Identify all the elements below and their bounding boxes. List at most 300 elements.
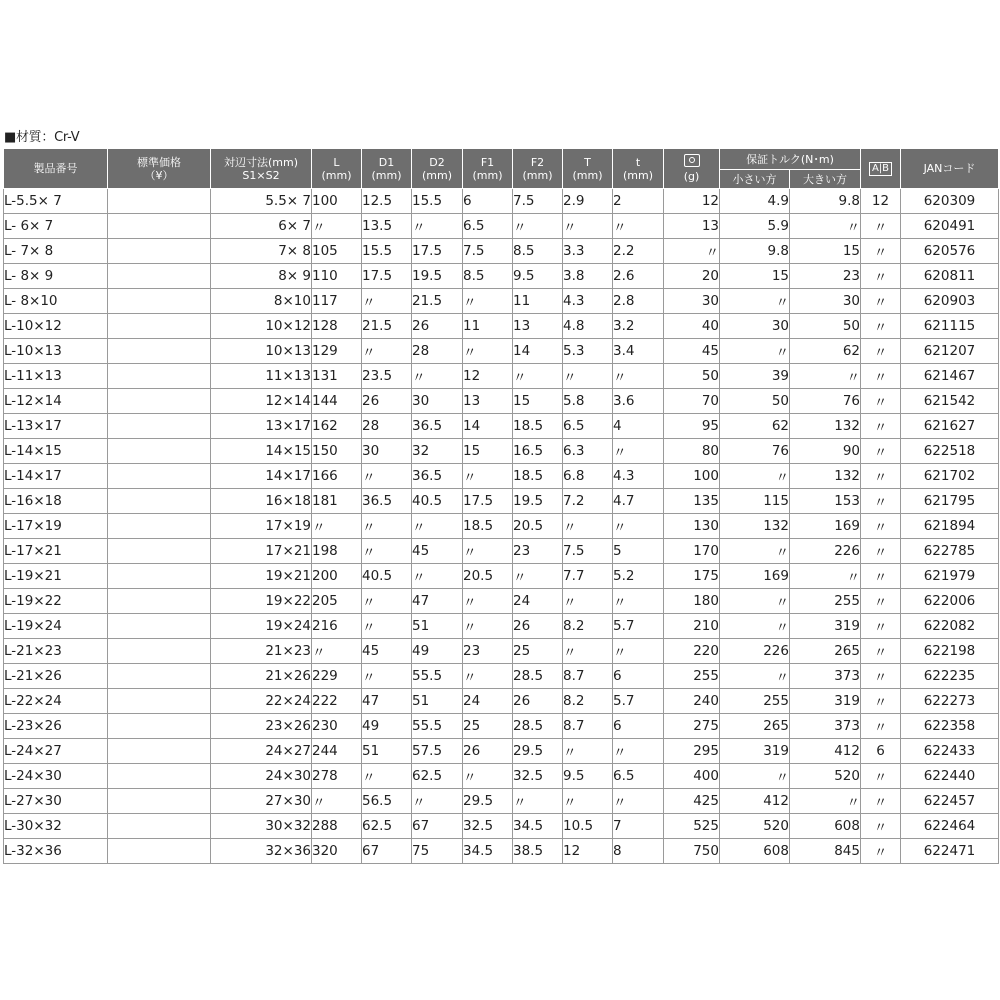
cell-weight: 425	[664, 789, 720, 814]
cell-f2: 19.5	[513, 489, 563, 514]
table-header	[4, 149, 999, 189]
cell-f2: 16.5	[513, 439, 563, 464]
cell-weight: 525	[664, 814, 720, 839]
cell-pack-qty: 〃	[861, 439, 901, 464]
cell-price	[108, 339, 211, 364]
cell-torque-max: 9.8	[790, 189, 861, 214]
cell-d2: 21.5	[412, 289, 463, 314]
cell-length: 222	[312, 689, 362, 714]
header-t-lower: t (mm)	[613, 149, 664, 189]
cell-length: 100	[312, 189, 362, 214]
cell-d2: 28	[412, 339, 463, 364]
cell-d1: 36.5	[362, 489, 412, 514]
cell-f2: 26	[513, 689, 563, 714]
cell-torque-max: 〃	[790, 789, 861, 814]
cell-f1: 7.5	[463, 239, 513, 264]
cell-d2: 30	[412, 389, 463, 414]
cell-torque-min: 〃	[720, 339, 790, 364]
cell-jan-code: 622358	[901, 714, 999, 739]
cell-product-number: L-22×24	[4, 689, 108, 714]
cell-weight: 50	[664, 364, 720, 389]
header-d2: D2 (mm)	[412, 149, 463, 189]
cell-size: 19×24	[211, 614, 312, 639]
cell-f1: 11	[463, 314, 513, 339]
cell-d2: 55.5	[412, 714, 463, 739]
cell-f2: 18.5	[513, 464, 563, 489]
cell-thickness-t-lower: 5.7	[613, 614, 664, 639]
cell-thickness-t-lower: 6	[613, 714, 664, 739]
table-row	[4, 514, 999, 539]
cell-thickness-t-upper: 〃	[563, 214, 613, 239]
cell-jan-code: 622518	[901, 439, 999, 464]
cell-product-number: L-30×32	[4, 814, 108, 839]
cell-jan-code: 622273	[901, 689, 999, 714]
cell-pack-qty: 6	[861, 739, 901, 764]
cell-thickness-t-upper: 6.8	[563, 464, 613, 489]
cell-size: 8×10	[211, 289, 312, 314]
header-weight: (g)	[664, 149, 720, 189]
cell-f1: 17.5	[463, 489, 513, 514]
cell-f1: 6.5	[463, 214, 513, 239]
cell-price	[108, 714, 211, 739]
cell-product-number: L-13×17	[4, 414, 108, 439]
cell-torque-min: 〃	[720, 664, 790, 689]
cell-torque-min: 62	[720, 414, 790, 439]
cell-price	[108, 539, 211, 564]
header-jan: JANコード	[901, 149, 999, 189]
cell-torque-max: 30	[790, 289, 861, 314]
cell-thickness-t-upper: 7.5	[563, 539, 613, 564]
cell-d1: 〃	[362, 464, 412, 489]
cell-weight: 220	[664, 639, 720, 664]
cell-jan-code: 621542	[901, 389, 999, 414]
cell-size: 10×13	[211, 339, 312, 364]
cell-torque-min: 〃	[720, 589, 790, 614]
cell-d1: 67	[362, 839, 412, 864]
cell-d1: 〃	[362, 289, 412, 314]
cell-jan-code: 622082	[901, 614, 999, 639]
cell-d2: 36.5	[412, 464, 463, 489]
cell-length: 129	[312, 339, 362, 364]
cell-d1: 51	[362, 739, 412, 764]
cell-d1: 〃	[362, 664, 412, 689]
cell-product-number: L-19×22	[4, 589, 108, 614]
cell-weight: 255	[664, 664, 720, 689]
cell-torque-max: 132	[790, 414, 861, 439]
cell-price	[108, 614, 211, 639]
cell-product-number: L- 8× 9	[4, 264, 108, 289]
cell-f2: 28.5	[513, 664, 563, 689]
cell-torque-max: 〃	[790, 364, 861, 389]
header-f2: F2 (mm)	[513, 149, 563, 189]
cell-d1: 56.5	[362, 789, 412, 814]
cell-thickness-t-lower: 4	[613, 414, 664, 439]
cell-length: 200	[312, 564, 362, 589]
cell-d1: 〃	[362, 589, 412, 614]
cell-thickness-t-upper: 7.2	[563, 489, 613, 514]
cell-pack-qty: 〃	[861, 589, 901, 614]
cell-thickness-t-upper: 2.9	[563, 189, 613, 214]
cell-product-number: L-24×27	[4, 739, 108, 764]
cell-price	[108, 364, 211, 389]
table-row	[4, 314, 999, 339]
table-row	[4, 714, 999, 739]
cell-size: 6× 7	[211, 214, 312, 239]
cell-price	[108, 314, 211, 339]
cell-length: 278	[312, 764, 362, 789]
cell-torque-max: 50	[790, 314, 861, 339]
cell-jan-code: 621795	[901, 489, 999, 514]
cell-jan-code: 622235	[901, 664, 999, 689]
cell-torque-max: 608	[790, 814, 861, 839]
cell-thickness-t-upper: 7.7	[563, 564, 613, 589]
cell-thickness-t-lower: 2.6	[613, 264, 664, 289]
cell-length: 117	[312, 289, 362, 314]
cell-pack-qty: 〃	[861, 664, 901, 689]
cell-size: 12×14	[211, 389, 312, 414]
header-f1: F1 (mm)	[463, 149, 513, 189]
cell-d1: 30	[362, 439, 412, 464]
cell-weight: 240	[664, 689, 720, 714]
cell-jan-code: 620491	[901, 214, 999, 239]
cell-d1: 47	[362, 689, 412, 714]
table-body	[4, 189, 999, 864]
cell-torque-min: 255	[720, 689, 790, 714]
cell-length: 131	[312, 364, 362, 389]
cell-f2: 7.5	[513, 189, 563, 214]
cell-torque-min: 〃	[720, 289, 790, 314]
cell-jan-code: 622464	[901, 814, 999, 839]
cell-weight: 95	[664, 414, 720, 439]
cell-torque-min: 132	[720, 514, 790, 539]
cell-jan-code: 622006	[901, 589, 999, 614]
cell-d2: 75	[412, 839, 463, 864]
cell-jan-code: 622433	[901, 739, 999, 764]
cell-weight: 80	[664, 439, 720, 464]
cell-f1: 12	[463, 364, 513, 389]
header-torque: 保証トルク(N･m)	[720, 149, 861, 170]
cell-weight: 210	[664, 614, 720, 639]
cell-size: 24×27	[211, 739, 312, 764]
cell-price	[108, 214, 211, 239]
cell-torque-max: 15	[790, 239, 861, 264]
cell-product-number: L-5.5× 7	[4, 189, 108, 214]
cell-d2: 45	[412, 539, 463, 564]
cell-torque-min: 265	[720, 714, 790, 739]
cell-weight: 180	[664, 589, 720, 614]
cell-d2: 51	[412, 689, 463, 714]
cell-f1: 〃	[463, 764, 513, 789]
cell-thickness-t-upper: 5.8	[563, 389, 613, 414]
cell-torque-max: 62	[790, 339, 861, 364]
table-row	[4, 539, 999, 564]
cell-weight: 40	[664, 314, 720, 339]
header-size: 対辺寸法(mm) S1×S2	[211, 149, 312, 189]
cell-weight: 45	[664, 339, 720, 364]
cell-thickness-t-lower: 〃	[613, 514, 664, 539]
cell-price	[108, 264, 211, 289]
cell-d1: 49	[362, 714, 412, 739]
header-t-upper: T (mm)	[563, 149, 613, 189]
cell-torque-max: 23	[790, 264, 861, 289]
cell-torque-min: 115	[720, 489, 790, 514]
cell-f1: 15	[463, 439, 513, 464]
cell-pack-qty: 〃	[861, 214, 901, 239]
cell-f2: 23	[513, 539, 563, 564]
table-row	[4, 839, 999, 864]
cell-d1: 17.5	[362, 264, 412, 289]
cell-length: 320	[312, 839, 362, 864]
cell-d2: 57.5	[412, 739, 463, 764]
cell-thickness-t-upper: 4.3	[563, 289, 613, 314]
cell-torque-min: 520	[720, 814, 790, 839]
cell-torque-min: 412	[720, 789, 790, 814]
cell-price	[108, 689, 211, 714]
cell-d2: 51	[412, 614, 463, 639]
table-row	[4, 764, 999, 789]
table-row	[4, 439, 999, 464]
cell-thickness-t-lower: 4.3	[613, 464, 664, 489]
cell-thickness-t-upper: 6.5	[563, 414, 613, 439]
cell-torque-max: 226	[790, 539, 861, 564]
cell-thickness-t-upper: 5.3	[563, 339, 613, 364]
cell-length: 110	[312, 264, 362, 289]
cell-d2: 〃	[412, 364, 463, 389]
cell-pack-qty: 〃	[861, 289, 901, 314]
table-row	[4, 464, 999, 489]
cell-price	[108, 414, 211, 439]
cell-f1: 〃	[463, 289, 513, 314]
cell-length: 128	[312, 314, 362, 339]
cell-f2: 25	[513, 639, 563, 664]
cell-thickness-t-lower: 〃	[613, 639, 664, 664]
cell-torque-min: 5.9	[720, 214, 790, 239]
cell-thickness-t-upper: 〃	[563, 514, 613, 539]
cell-torque-max: 76	[790, 389, 861, 414]
cell-thickness-t-lower: 3.2	[613, 314, 664, 339]
cell-d2: 〃	[412, 514, 463, 539]
cell-thickness-t-upper: 8.7	[563, 714, 613, 739]
cell-thickness-t-upper: 12	[563, 839, 613, 864]
cell-thickness-t-lower: 〃	[613, 789, 664, 814]
cell-f1: 25	[463, 714, 513, 739]
cell-f2: 20.5	[513, 514, 563, 539]
cell-torque-max: 265	[790, 639, 861, 664]
header-torque-max: 大きい方	[790, 170, 861, 189]
cell-f1: 〃	[463, 539, 513, 564]
cell-d2: 〃	[412, 789, 463, 814]
cell-pack-qty: 〃	[861, 264, 901, 289]
cell-pack-qty: 〃	[861, 714, 901, 739]
cell-thickness-t-upper: 〃	[563, 364, 613, 389]
cell-f1: 8.5	[463, 264, 513, 289]
cell-thickness-t-upper: 〃	[563, 739, 613, 764]
cell-f2: 24	[513, 589, 563, 614]
cell-length: 166	[312, 464, 362, 489]
cell-thickness-t-lower: 3.4	[613, 339, 664, 364]
cell-size: 17×21	[211, 539, 312, 564]
cell-length: 288	[312, 814, 362, 839]
cell-jan-code: 621979	[901, 564, 999, 589]
cell-d1: 23.5	[362, 364, 412, 389]
table-row	[4, 489, 999, 514]
cell-f2: 32.5	[513, 764, 563, 789]
cell-length: 〃	[312, 514, 362, 539]
table-row	[4, 564, 999, 589]
cell-torque-max: 153	[790, 489, 861, 514]
cell-weight: 〃	[664, 239, 720, 264]
cell-pack-qty: 〃	[861, 364, 901, 389]
cell-price	[108, 764, 211, 789]
cell-thickness-t-upper: 3.8	[563, 264, 613, 289]
cell-size: 32×36	[211, 839, 312, 864]
cell-thickness-t-upper: 6.3	[563, 439, 613, 464]
cell-thickness-t-lower: 〃	[613, 739, 664, 764]
cell-jan-code: 621467	[901, 364, 999, 389]
cell-d1: 15.5	[362, 239, 412, 264]
cell-size: 30×32	[211, 814, 312, 839]
cell-torque-max: 319	[790, 614, 861, 639]
cell-f2: 15	[513, 389, 563, 414]
table-row	[4, 189, 999, 214]
cell-d2: 47	[412, 589, 463, 614]
cell-torque-max: 412	[790, 739, 861, 764]
cell-d2: 15.5	[412, 189, 463, 214]
cell-f2: 〃	[513, 789, 563, 814]
cell-torque-max: 373	[790, 714, 861, 739]
cell-f1: 23	[463, 639, 513, 664]
cell-d1: 45	[362, 639, 412, 664]
cell-product-number: L- 8×10	[4, 289, 108, 314]
table-row	[4, 289, 999, 314]
cell-f2: 9.5	[513, 264, 563, 289]
cell-d1: 〃	[362, 614, 412, 639]
cell-thickness-t-lower: 6.5	[613, 764, 664, 789]
cell-jan-code: 621627	[901, 414, 999, 439]
table-row	[4, 389, 999, 414]
cell-thickness-t-upper: 9.5	[563, 764, 613, 789]
cell-thickness-t-lower: 4.7	[613, 489, 664, 514]
cell-d1: 21.5	[362, 314, 412, 339]
cell-thickness-t-upper: 3.3	[563, 239, 613, 264]
cell-d2: 〃	[412, 214, 463, 239]
cell-thickness-t-lower: 〃	[613, 439, 664, 464]
cell-thickness-t-lower: 8	[613, 839, 664, 864]
cell-torque-min: 〃	[720, 464, 790, 489]
cell-weight: 170	[664, 539, 720, 564]
cell-f1: 〃	[463, 464, 513, 489]
cell-size: 8× 9	[211, 264, 312, 289]
cell-size: 13×17	[211, 414, 312, 439]
table-row	[4, 239, 999, 264]
cell-size: 7× 8	[211, 239, 312, 264]
cell-f2: 11	[513, 289, 563, 314]
weight-icon	[684, 154, 700, 167]
cell-f2: 8.5	[513, 239, 563, 264]
cell-pack-qty: 〃	[861, 314, 901, 339]
cell-pack-qty: 〃	[861, 839, 901, 864]
header-torque-min: 小さい方	[720, 170, 790, 189]
table-row	[4, 614, 999, 639]
cell-thickness-t-upper: 4.8	[563, 314, 613, 339]
cell-price	[108, 239, 211, 264]
cell-weight: 13	[664, 214, 720, 239]
cell-thickness-t-lower: 7	[613, 814, 664, 839]
cell-torque-min: 15	[720, 264, 790, 289]
table-row	[4, 689, 999, 714]
cell-torque-max: 132	[790, 464, 861, 489]
cell-d1: 28	[362, 414, 412, 439]
cell-weight: 20	[664, 264, 720, 289]
cell-torque-max: 520	[790, 764, 861, 789]
cell-f2: 〃	[513, 214, 563, 239]
cell-d1: 〃	[362, 339, 412, 364]
cell-pack-qty: 〃	[861, 464, 901, 489]
cell-torque-max: 319	[790, 689, 861, 714]
cell-weight: 135	[664, 489, 720, 514]
cell-d2: 62.5	[412, 764, 463, 789]
cell-f1: 13	[463, 389, 513, 414]
cell-size: 14×17	[211, 464, 312, 489]
cell-weight: 175	[664, 564, 720, 589]
cell-f2: 〃	[513, 564, 563, 589]
cell-thickness-t-upper: 8.2	[563, 689, 613, 714]
header-pack	[861, 149, 901, 189]
cell-jan-code: 620576	[901, 239, 999, 264]
cell-length: 105	[312, 239, 362, 264]
cell-product-number: L-24×30	[4, 764, 108, 789]
cell-product-number: L-23×26	[4, 714, 108, 739]
cell-thickness-t-lower: 〃	[613, 589, 664, 614]
cell-price	[108, 564, 211, 589]
cell-size: 27×30	[211, 789, 312, 814]
cell-d2: 26	[412, 314, 463, 339]
cell-f2: 29.5	[513, 739, 563, 764]
cell-size: 23×26	[211, 714, 312, 739]
table-row	[4, 789, 999, 814]
cell-size: 19×21	[211, 564, 312, 589]
cell-f1: 34.5	[463, 839, 513, 864]
cell-price	[108, 664, 211, 689]
cell-torque-min: 4.9	[720, 189, 790, 214]
cell-d1: 26	[362, 389, 412, 414]
cell-f1: 29.5	[463, 789, 513, 814]
cell-pack-qty: 〃	[861, 514, 901, 539]
cell-f1: 6	[463, 189, 513, 214]
table-row	[4, 639, 999, 664]
cell-product-number: L-16×18	[4, 489, 108, 514]
cell-jan-code: 620309	[901, 189, 999, 214]
cell-thickness-t-upper: 8.7	[563, 664, 613, 689]
cell-d2: 32	[412, 439, 463, 464]
cell-f2: 34.5	[513, 814, 563, 839]
cell-thickness-t-lower: 〃	[613, 214, 664, 239]
cell-f2: 38.5	[513, 839, 563, 864]
cell-price	[108, 289, 211, 314]
cell-d2: 55.5	[412, 664, 463, 689]
cell-product-number: L-19×24	[4, 614, 108, 639]
cell-d1: 40.5	[362, 564, 412, 589]
cell-product-number: L-32×36	[4, 839, 108, 864]
cell-weight: 100	[664, 464, 720, 489]
cell-torque-max: 845	[790, 839, 861, 864]
cell-length: 229	[312, 664, 362, 689]
table-row	[4, 739, 999, 764]
cell-price	[108, 464, 211, 489]
cell-thickness-t-upper: 〃	[563, 639, 613, 664]
cell-product-number: L-12×14	[4, 389, 108, 414]
cell-length: 〃	[312, 214, 362, 239]
